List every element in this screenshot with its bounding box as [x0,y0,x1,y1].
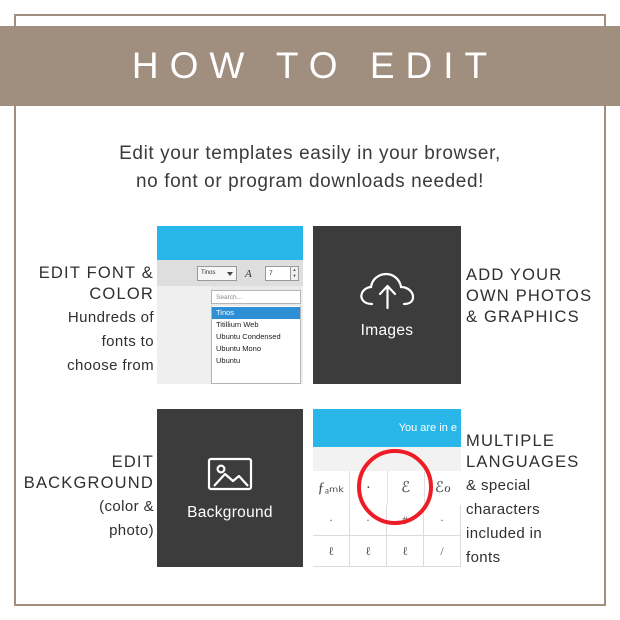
italic-a-icon [243,267,259,279]
font-list-item[interactable]: Ubuntu [216,356,241,365]
caption-heading-line-3: & GRAPHICS [466,308,580,326]
highlight-circle-annotation [357,449,433,525]
font-size-stepper[interactable] [291,266,299,281]
font-search-placeholder: Search... [216,293,243,301]
font-family-dropdown[interactable] [197,266,237,281]
glyph-cell[interactable]: · [313,505,350,536]
edit-font-color-caption [20,263,154,377]
images-tile[interactable] [313,226,461,384]
caption-sub-line-2: photo) [109,522,154,539]
caption-sub-line-2: fonts to [101,333,154,350]
font-list-item[interactable]: Ubuntu Condensed [216,332,281,341]
subtitle-line-1: Edit your templates easily in your browser, [119,143,501,164]
cloud-upload-icon [358,270,416,312]
image-placeholder-icon [206,454,254,494]
caption-heading-line-2: OWN PHOTOS [466,287,593,305]
caption-sub-line-1: Hundreds of [67,309,154,326]
glyph-cell[interactable]: # [387,505,424,536]
stepper-up-icon[interactable]: ▲ [292,266,297,272]
caption-heading-line-2: COLOR [89,285,154,303]
subtitle-line-2: no font or program downloads needed! [136,171,484,192]
header-banner [0,26,620,106]
font-list-item[interactable]: Titillium Web [216,320,259,329]
text-style-icon[interactable] [241,265,261,281]
glyph-cell[interactable]: ℓ [350,536,387,567]
caption-sub-line-4: fonts [466,549,501,566]
background-tile-label: Background [187,504,273,521]
font-list-item[interactable]: Tinos [212,307,300,319]
caption-heading-line-1: ADD YOUR [466,266,563,284]
font-size-value: 7 [269,269,273,277]
chevron-down-icon [227,272,233,276]
caption-heading-line-1: MULTIPLE [466,432,556,450]
page-title: HOW TO EDIT [131,45,499,86]
svg-text:A: A [245,268,252,279]
add-photos-caption [466,265,606,328]
font-size-input[interactable] [265,266,291,281]
editor-right-panel [301,286,303,384]
caption-sub-line-1: & special [466,477,531,494]
glyph-cell[interactable]: ℰ [388,471,425,505]
font-search-input[interactable] [211,290,301,304]
caption-sub-line-1: (color & [99,498,154,515]
edit-background-caption [20,452,154,542]
caption-heading-line-1: EDIT FONT & [38,264,154,282]
font-list[interactable] [211,306,301,384]
glyph-cell[interactable]: · [350,471,387,505]
editor-banner-label: You are in e [398,422,457,434]
font-list-item[interactable]: Ubuntu Mono [216,344,262,353]
caption-sub-line-3: choose from [67,357,154,374]
glyph-cell[interactable]: · [424,505,461,536]
glyph-cell[interactable]: ℰℴ [434,480,451,496]
caption-sub-line-2: characters [466,501,541,518]
multiple-languages-caption [466,431,611,569]
background-tile[interactable] [157,409,303,567]
caption-heading-line-1: EDIT [111,453,154,471]
glyph-cell[interactable]: · [350,505,387,536]
caption-sub-line-3: included in [466,525,543,542]
font-picker-screenshot [157,226,303,384]
font-family-value: Tinos [201,270,216,276]
editor-banner-text [313,409,461,447]
glyph-cell[interactable]: / [424,536,461,567]
editor-canvas-area [157,226,303,260]
images-tile-label: Images [360,322,414,339]
subtitle [0,140,620,196]
glyph-cell[interactable]: ℓ [313,536,350,567]
editor-left-panel [157,286,211,384]
stepper-down-icon[interactable]: ▼ [292,273,297,279]
background-tile-content [157,409,303,567]
glyph-cell[interactable]: ℓ [387,536,424,567]
caption-heading-line-2: BACKGROUND [23,474,154,492]
images-tile-content [313,226,461,384]
glyph-cell[interactable]: ƒₐₘₖ [313,471,350,505]
caption-heading-line-2: LANGUAGES [466,453,580,471]
font-toolbar [157,260,303,286]
